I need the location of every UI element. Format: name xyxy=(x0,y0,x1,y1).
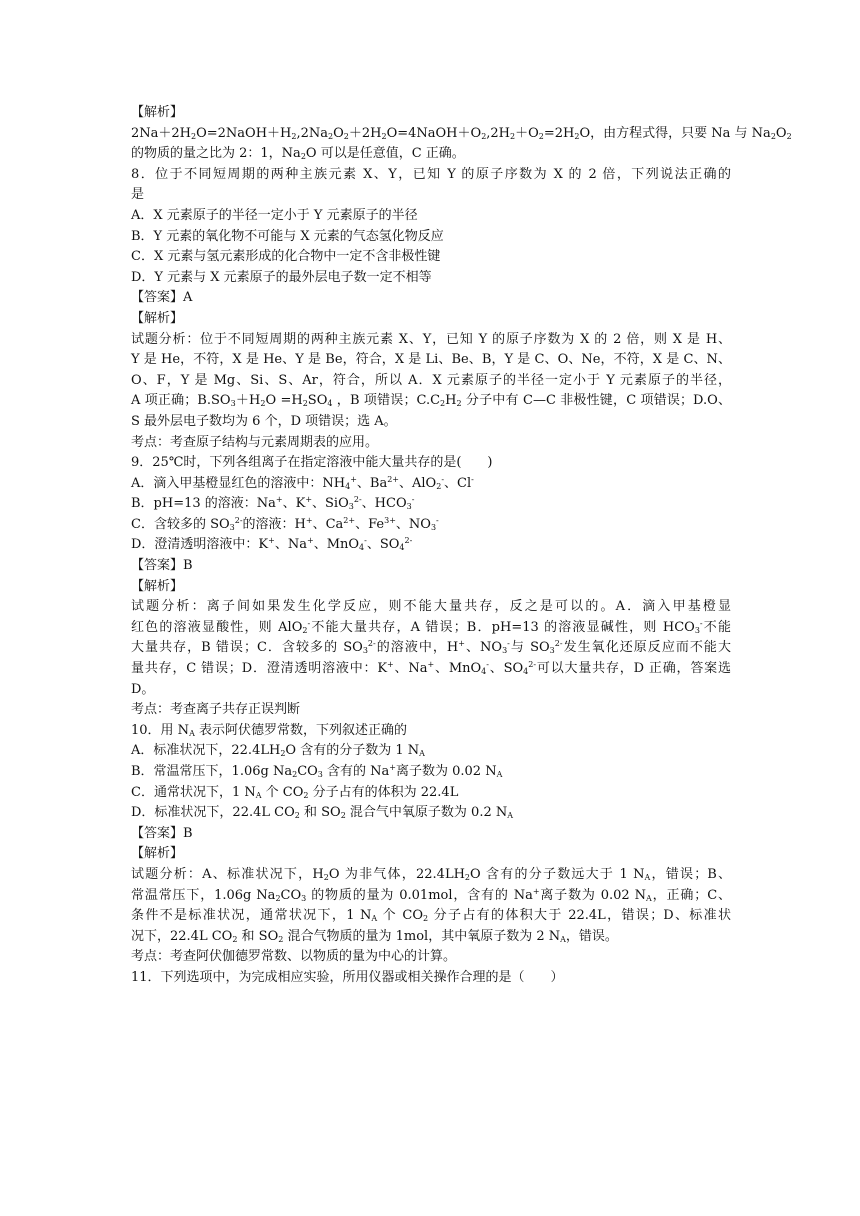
text-line: 【解析】 xyxy=(131,105,184,120)
text-line: A 项正确；$B.SO_3+H_2O =H_2SO_4$ ，B 项错误；$C.C_2H_2$ 分子中有 C—C 非极性键，C 项错误；D.O、 xyxy=(131,393,731,409)
text-line: 的物质的量之比为 2：1，$Na_2O$ 可以是任意值，C 正确。 xyxy=(131,146,465,162)
text-line: 量共存，C 错误；D．澄清透明溶液中：K+、Na+、MnO$_4$-、$SO_4^{2-}$可以大量共存，D 正确，答案选 xyxy=(131,660,731,677)
text-line: 试题分析：离子间如果发生化学反应，则不能大量共存，反之是可以的。A．滴入甲基橙显 xyxy=(131,599,731,615)
text-line: B．Y 元素的氧化物不可能与 X 元素的气态氢化物反应 xyxy=(131,228,444,244)
text-line: D。 xyxy=(131,681,155,697)
text-line: 大量共存，B 错误；C．含较多的 $SO_3^{2-}$的溶液中，H+、$NO_3^-$与 $SO_3^{2-}$发生氧化还原反应而不能大 xyxy=(131,639,731,656)
text-line: 红色的溶液显酸性，则 AlO$_2$-不能大量共存，A 错误；B．pH=13 的溶液显碱性，则 $HCO_3^-$不能 xyxy=(131,618,731,635)
text-line: 10．用 $N_A$ 表示阿伏德罗常数，下列叙述正确的 xyxy=(131,722,407,738)
text-line: 常温常压下，1.06g $Na_2CO_3$ 的物质的量为 0.01mol，含有的 Na+离子数为 0.02 $N_A$，正确；C、 xyxy=(131,886,731,903)
document-body xyxy=(131,103,792,989)
text-line: C．X 元素与氢元素形成的化合物中一定不含非极性键 xyxy=(131,249,441,265)
text-line: 况下，22.4L $CO_2$ 和 $SO_2$ 混合气物质的量为 1mol，其中氧原子数为 2 $N_A$，错误。 xyxy=(131,928,618,944)
text-line: A．滴入甲基橙显红色的溶液中：$NH_4^+$、$Ba^{2+}$、AlO$_2$-、Cl- xyxy=(131,474,474,491)
text-line: S 最外层电子数均为 6 个，D 项错误；选 A。 xyxy=(131,413,397,429)
text-line: 考点：考查原子结构与元素周期表的应用。 xyxy=(131,434,379,450)
text-line: 【答案】A xyxy=(131,290,193,306)
text-line: 【解析】 xyxy=(131,846,184,862)
text-line: 8．位于不同短周期的两种主族元素 X、Y，已知 Y 的原子序数为 X 的 2 倍，下列说法正确的 xyxy=(131,166,731,182)
text-line: B．常温常压下，1.06g $Na_2CO_3$ 含有的 Na+离子数为 0.02 $N_A$ xyxy=(131,763,503,779)
text-line: A．X 元素原子的半径一定小于 Y 元素原子的半径 xyxy=(131,207,418,223)
text-line: O、F，Y 是 Mg、Si、S、Ar，符合，所以 A．X 元素原子的半径一定小于 Y 元素原子的半径， xyxy=(131,372,731,388)
text-line: B．pH=13 的溶液：Na+、K+、SiO$_3^{2-}$、$HCO_3^-$ xyxy=(131,495,415,512)
text-line: D．Y 元素与 X 元素原子的最外层电子数一定不相等 xyxy=(131,269,432,285)
text-line: 试题分析：A、标准状况下，$H_2O$ 为非气体，$22.4LH_2O$ 含有的分子数远大于 1 $N_A$，错误；B、 xyxy=(131,866,731,882)
text-line: 【答案】B xyxy=(131,825,193,841)
text-line: A．标准状况下，$22.4LH_2O$ 含有的分子数为 1 $N_A$ xyxy=(131,743,425,759)
text-line: D．标准状况下，22.4L $CO_2$ 和 $SO_2$ 混合气中氧原子数为 0.2 $N_A$ xyxy=(131,805,514,821)
text-line: 【答案】B xyxy=(131,558,193,574)
text-line: 是 xyxy=(131,187,145,203)
text-line: C．含较多的 $SO_3^{2-}$的溶液：H+、$Ca^{2+}$、$Fe^{3+}$、$NO_3^-$ xyxy=(131,515,439,532)
text-line: 试题分析：位于不同短周期的两种主族元素 X、Y，已知 Y 的原子序数为 X 的 2 倍，则 X 是 H、 xyxy=(131,331,731,347)
text-line: Y 是 He，不符，X 是 He、Y 是 Be，符合，X 是 Li、Be、B，Y 是 C、O、Ne，不符，X 是 C、N、 xyxy=(131,352,731,368)
text-line: 考点：考查离子共存正误判断 xyxy=(131,702,301,718)
text-line: 11．下列选项中，为完成相应实验，所用仪器或相关操作合理的是（ ） xyxy=(131,969,564,985)
text-line: 【解析】 xyxy=(131,310,184,326)
text-line: 条件不是标准状况，通常状况下，1 $N_A$ 个 $CO_2$ 分子占有的体积大于 22.4L，错误；D、标准状 xyxy=(131,908,732,924)
text-line: D．澄清透明溶液中：K+、Na+、MnO$_4$-、$SO_4^{2-}$ xyxy=(131,536,413,553)
text-line: 【解析】 xyxy=(131,578,184,594)
text-line: $2Na+2H_2O=2NaOH+H_2,2Na_2O_2+2H_2O=4NaOH+O_2,2H_2+O_2=2H_2O$，由方程式得，只要 Na 与 $Na_2O_2$ xyxy=(131,125,792,141)
text-line: 考点：考查阿伏伽德罗常数、以物质的量为中心的计算。 xyxy=(131,949,457,965)
text-line: C．通常状况下，1 $N_A$ 个 $CO_2$ 分子占有的体积为 22.4L xyxy=(131,784,459,800)
text-line: 9．25℃时，下列各组离子在指定溶液中能大量共存的是( ) xyxy=(131,455,493,471)
